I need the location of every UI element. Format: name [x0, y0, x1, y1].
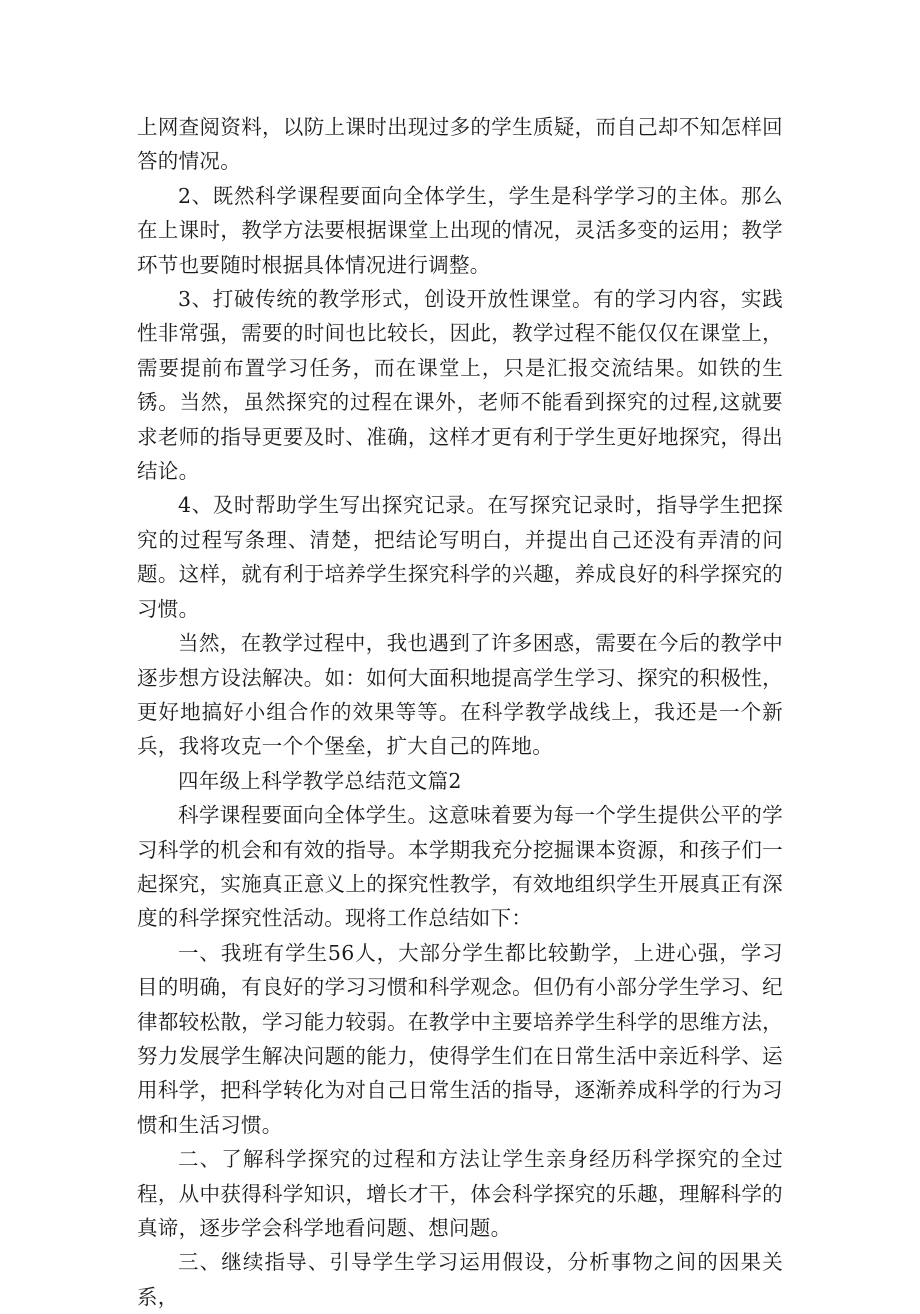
paragraph-item-1: 一、我班有学生56人，大部分学生都比较勤学，上进心强，学习目的明确，有良好的学习习惯和科学观念。但仍有小部分学生学习、纪律都较松散，学习能力较弱。在教学中主要培养学生科学的思维方法，努力发展学生解决问题的能力，使得学生们在日常生活中亲近科学、运用科学，把科学转化为对自己日常生活的指导，逐渐养成科学的行为习惯和生活习惯。	[137, 940, 783, 1137]
paragraph-continuation: 上网查阅资料，以防上课时出现过多的学生质疑，而自己却不知怎样回答的情况。	[137, 115, 783, 174]
section-title: 四年级上科学教学总结范文篇2	[178, 768, 462, 793]
paragraph-item-2: 二、了解科学探究的过程和方法让学生亲身经历科学探究的全过程，从中获得科学知识，增长才干，体会科学探究的乐趣，理解科学的真谛，逐步学会科学地看问题、想问题。	[137, 1147, 783, 1240]
paragraph-point-2: 2、既然科学课程要面向全体学生，学生是科学学习的主体。那么在上课时，教学方法要根据课堂上出现的情况，灵活多变的运用；教学环节也要随时根据具体情况进行调整。	[137, 183, 783, 277]
document-body	[137, 110, 783, 1314]
paragraph-item-3: 三、继续指导、引导学生学习运用假设，分析事物之间的因果关系，	[137, 1250, 783, 1309]
paragraph-conclusion: 当然，在教学过程中，我也遇到了许多困惑，需要在今后的教学中逐步想方设法解决。如：如何大面积地提高学生学习、探究的积极性，更好地搞好小组合作的效果等等。在科学教学战线上，我还是一个新兵，我将攻克一个个堡垒，扩大自己的阵地。	[137, 631, 783, 759]
paragraph-point-3: 3、打破传统的教学形式，创设开放性课堂。有的学习内容，实践性非常强，需要的时间也比较长，因此，教学过程不能仅仅在课堂上，需要提前布置学习任务，而在课堂上，只是汇报交流结果。如铁的生锈。当然，虽然探究的过程在课外，老师不能看到探究的过程,这就要求老师的指导更要及时、准确，这样才更有利于学生更好地探究，得出结论。	[137, 287, 783, 484]
paragraph-intro-2: 科学课程要面向全体学生。这意味着要为每一个学生提供公平的学习科学的机会和有效的指导。本学期我充分挖掘课本资源，和孩子们一起探究，实施真正意义上的探究性教学，有效地组织学生开展真正有深度的科学探究性活动。现将工作总结如下：	[137, 803, 783, 931]
paragraph-point-4: 4、及时帮助学生写出探究记录。在写探究记录时，指导学生把探究的过程写条理、清楚，把结论写明白，并提出自己还没有弄清的问题。这样，就有利于培养学生探究科学的兴趣，养成良好的科学探究的习惯。	[137, 493, 783, 621]
